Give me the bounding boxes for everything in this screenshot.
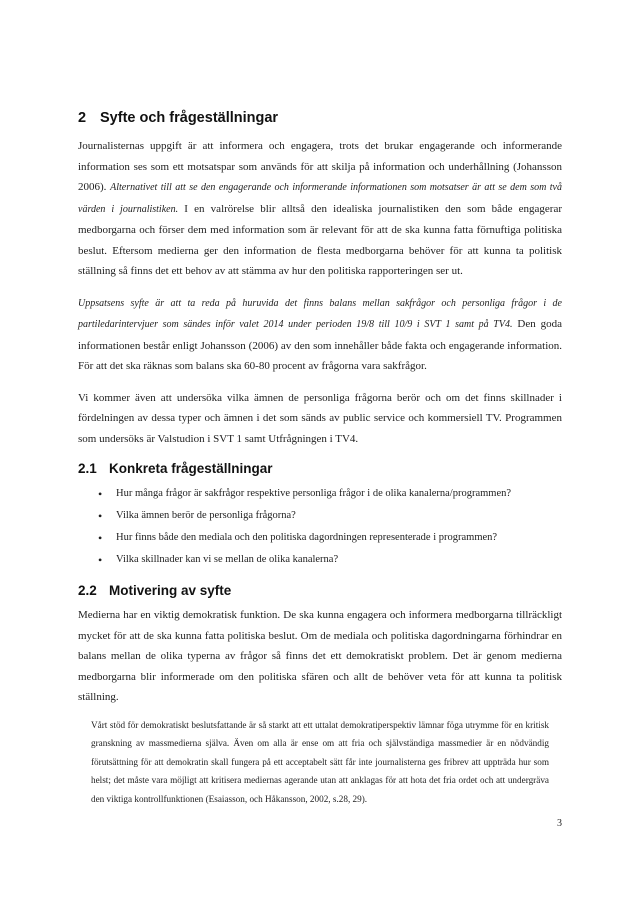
subsection-heading-motivation [78, 583, 562, 598]
paragraph-intro [78, 136, 562, 282]
subsection-number: 2.1 [78, 461, 97, 476]
section-heading [78, 110, 562, 126]
question-list [78, 483, 562, 571]
list-item: • Vilka skillnader kan vi se mellan de olika kanalerna? [116, 549, 562, 571]
subsection-heading-questions [78, 461, 562, 476]
intro-text-italic: Alternativet till att se den engagerande och informerande informationen som motsatser är att se dem som två värden i journalistiken. [78, 182, 562, 215]
intro-text-a: Journalisternas uppgift är att informera och engagera, trots det brukar engagerande och informerande information ses som ett motsatspar som används för att skilja på information och underhållning (Johansson 2006). [78, 140, 562, 193]
purpose-text-italic: Uppsatsens syfte är att ta reda på huruvida det finns balans mellan sakfrågor och personliga frågor i de partiledarintervjuer som sändes inför valet 2014 under perioden 19/8 till 10/9 i SVT 1 samt på TV4. [78, 297, 562, 330]
block-quote: Vårt stöd för demokratiskt beslutsfattande är så starkt att ett uttalat demokratiperspektiv lämnar föga utrymme för en kritisk granskning av massmedierna själva. Även om alla är ense om att fria och självständiga massmedier är en nödvändig förutsättning för att demokratin skall fungera på ett acceptabelt sätt får inte journalisterna ges fribrev att uppträda hur som helst; det måste vara möjligt att kritisera mediernas agerande utan att anklagas för att hota det fria ordet och att undergräva den viktiga kontrollfunktionen (Esaiasson, och Håkansson, 2002, s.28, 29). [91, 719, 549, 804]
list-item: • Hur många frågor är sakfrågor respektive personliga frågor i de olika kanalerna/programmen? [116, 483, 562, 505]
subsection-number: 2.2 [78, 583, 97, 598]
subsection-title: Konkreta frågeställningar [109, 461, 273, 476]
page-content [78, 110, 562, 808]
paragraph-purpose [78, 293, 562, 377]
purpose-text-b: Den goda informationen består enligt Johansson (2006) av den som innehåller både fakta och engagerande information. För att det ska räknas som balans ska 60-80 procent av frågorna vara sakfrågor. [78, 318, 562, 372]
subsection-title: Motivering av syfte [109, 583, 232, 598]
section-number: 2 [78, 110, 87, 126]
intro-text-b: I en valrörelse blir alltså den idealiska journalistiken den som både engagerar medborgarna och förser dem med information som är relevant för att de ska kunna fatta förnuftiga politiska beslut. Eftersom medierna ger den information de flesta medborgarna behöver för att kunna ta politisk ställning så finns det ett behov av att stämma av hur den politiska rapporteringen ser ut. [78, 202, 562, 277]
section-title: Syfte och frågeställningar [100, 110, 279, 126]
paragraph-motivation: Medierna har en viktig demokratisk funktion. De ska kunna engagera och informera medborgarna tillräckligt mycket för att de ska kunna fatta politiska beslut. Om de mediala och politiska dagordningarna förhindrar en balans mellan de olika typerna av frågor så finns det ett demokratiskt problem. Det är genom medierna medborgarna blir informerade om den politiska sfären och allt de behöver veta för att kunna ta politisk ställning. [78, 609, 562, 703]
list-item: • Vilka ämnen berör de personliga frågorna? [116, 505, 562, 527]
paragraph-topics: Vi kommer även att undersöka vilka ämnen de personliga frågorna berör och om det finns skillnader i fördelningen av dessa typer och ämnen i det som sänds av public service och kommersiell TV. Programmen som undersöks är Valstudion i SVT 1 samt Utfrågningen i TV4. [78, 391, 562, 445]
list-item: • Hur finns både den mediala och den politiska dagordningen representerade i programmen? [116, 527, 562, 549]
page-number: 3 [557, 818, 562, 829]
